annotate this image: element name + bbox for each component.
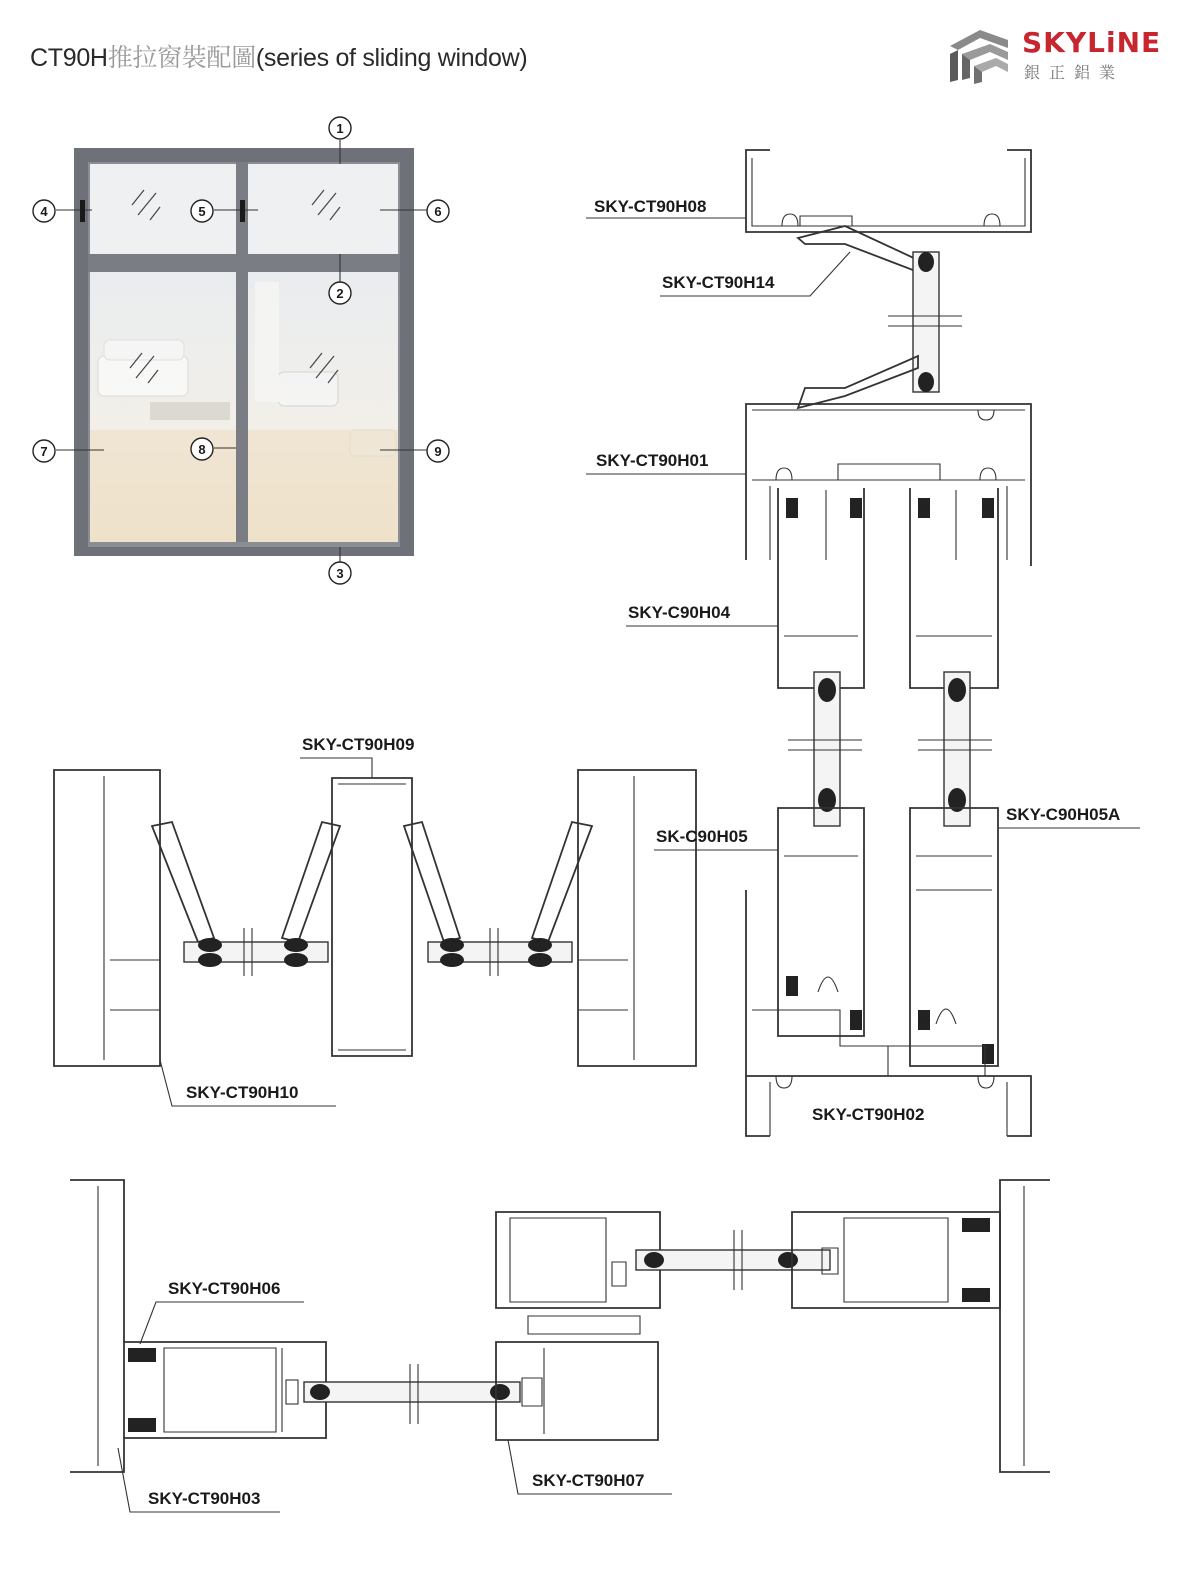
callout-number: 2 bbox=[336, 286, 344, 301]
label-ct90h01: SKY-CT90H01 bbox=[596, 451, 709, 470]
label-ct90h08: SKY-CT90H08 bbox=[594, 197, 707, 216]
callout-number: 3 bbox=[336, 566, 344, 581]
profile-ct90h02 bbox=[746, 890, 1031, 1136]
label-c90h04: SKY-C90H04 bbox=[628, 603, 731, 622]
brand-subtitle: 銀正鋁業 bbox=[1024, 65, 1125, 82]
title-prefix: CT90H bbox=[30, 44, 108, 72]
callout-number: 6 bbox=[434, 204, 442, 219]
callout-number: 5 bbox=[198, 204, 206, 219]
title-cjk: 推拉窗裝配圖 bbox=[107, 44, 256, 72]
callout-number: 9 bbox=[434, 444, 442, 459]
window-elevation bbox=[56, 140, 428, 562]
profile-ct90h10-left bbox=[54, 770, 160, 1066]
profile-ct90h01 bbox=[746, 404, 1031, 566]
top-left-glass bbox=[90, 164, 236, 254]
bottom-glass-left bbox=[304, 1382, 520, 1402]
profile-sk-c90h05 bbox=[778, 808, 864, 1036]
label-ct90h06: SKY-CT90H06 bbox=[168, 1279, 281, 1298]
label-ct90h09: SKY-CT90H09 bbox=[302, 735, 415, 754]
interlock-mullion bbox=[236, 272, 248, 542]
label-ct90h02: SKY-CT90H02 bbox=[812, 1105, 925, 1124]
label-sk-c90h05: SK-C90H05 bbox=[656, 827, 748, 846]
label-ct90h14: SKY-CT90H14 bbox=[662, 273, 775, 292]
profile-ct90h08 bbox=[746, 150, 1031, 232]
callout-number: 8 bbox=[198, 442, 206, 457]
profile-ct90h03 bbox=[70, 1180, 124, 1472]
label-c90h05a: SKY-C90H05A bbox=[1006, 805, 1121, 824]
profile-frame-jamb-right bbox=[1000, 1180, 1050, 1472]
vertical-section bbox=[746, 150, 1031, 1136]
callout-number: 1 bbox=[336, 121, 344, 136]
label-ct90h07: SKY-CT90H07 bbox=[532, 1471, 645, 1490]
callout-number: 4 bbox=[40, 204, 48, 219]
transom-bar bbox=[88, 254, 400, 272]
profile-ct90h10-right bbox=[578, 770, 696, 1066]
title-suffix: (series of sliding window) bbox=[255, 44, 528, 72]
brand-name: SKYLiNE bbox=[1022, 26, 1162, 59]
callout-number: 7 bbox=[40, 444, 48, 459]
label-ct90h03: SKY-CT90H03 bbox=[148, 1489, 261, 1508]
profile-ct90h09 bbox=[332, 778, 412, 1056]
bottom-horizontal-section bbox=[70, 1180, 1050, 1472]
label-ct90h10: SKY-CT90H10 bbox=[186, 1083, 299, 1102]
bottom-glass-right bbox=[636, 1250, 830, 1270]
transom-glass bbox=[913, 252, 939, 392]
mid-horizontal-section bbox=[54, 770, 696, 1066]
